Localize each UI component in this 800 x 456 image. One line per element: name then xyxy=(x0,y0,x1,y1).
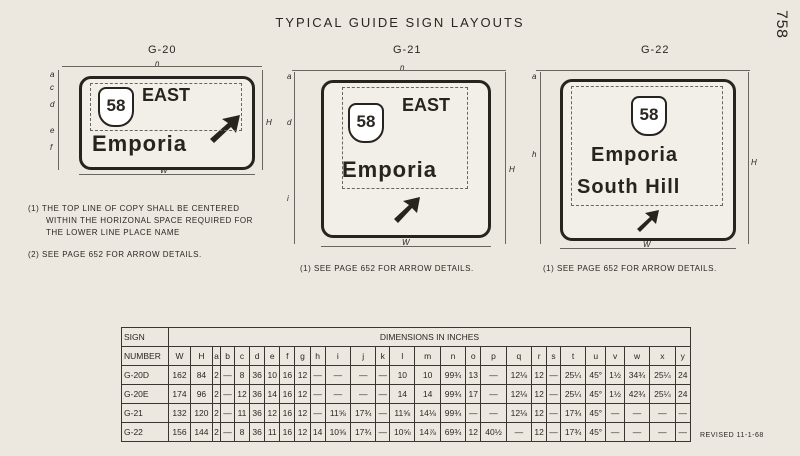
g22-dim-left xyxy=(540,72,541,244)
table-cell-sign: G-22 xyxy=(122,423,169,442)
g20-code: G-20 xyxy=(148,44,177,56)
table-cell: 8 xyxy=(234,423,249,442)
table-cell: 45° xyxy=(586,423,606,442)
g20-note-line-1: (1) THE TOP LINE OF COPY SHALL BE CENTERED xyxy=(28,204,240,213)
table-cell: — xyxy=(624,404,649,423)
g21-dim-w-label: W xyxy=(402,238,410,247)
table-cell: — xyxy=(221,366,235,385)
table-row xyxy=(122,366,691,385)
table-header-col: m xyxy=(415,347,440,366)
g21-note: (1) SEE PAGE 652 FOR ARROW DETAILS. xyxy=(300,264,474,273)
table-header-col: i xyxy=(325,347,350,366)
g21-place: Emporia xyxy=(342,157,438,182)
table-row xyxy=(122,404,691,423)
table-cell: 14⅛ xyxy=(415,404,440,423)
table-cell: 14 xyxy=(265,385,280,404)
table-header-col: W xyxy=(169,347,191,366)
g21-dim-n-label: n xyxy=(400,63,405,72)
table-cell: — xyxy=(221,385,235,404)
table-cell: 42¾ xyxy=(624,385,649,404)
g22-dim-H-label: H xyxy=(751,158,757,167)
table-cell: 45° xyxy=(586,404,606,423)
table-cell: 36 xyxy=(250,385,265,404)
g20-dim-right xyxy=(262,70,263,170)
table-header-col: c xyxy=(234,347,249,366)
table-cell: 36 xyxy=(250,423,265,442)
table-cell: — xyxy=(547,404,561,423)
g20-dim-n-label: n xyxy=(155,59,160,68)
table-cell: 84 xyxy=(190,366,212,385)
table-cell: 12 xyxy=(295,423,310,442)
g20-note-line-2: WITHIN THE HORIZONAL SPACE REQUIRED FOR xyxy=(46,216,253,225)
g20-dim-H-label: H xyxy=(266,118,272,127)
table-cell: 12 xyxy=(295,366,310,385)
g21-sign xyxy=(321,80,491,238)
table-cell: 132 xyxy=(169,404,191,423)
table-cell: 11 xyxy=(234,404,249,423)
table-cell: — xyxy=(606,404,625,423)
table-cell: 162 xyxy=(169,366,191,385)
table-row xyxy=(122,423,691,442)
g20-dim-f-label: f xyxy=(50,143,53,152)
table-cell: 45° xyxy=(586,366,606,385)
table-cell: 17¾ xyxy=(560,423,585,442)
table-cell: 8 xyxy=(234,366,249,385)
table-cell: — xyxy=(606,423,625,442)
table-cell: — xyxy=(351,366,376,385)
table-cell: 12⅛ xyxy=(506,385,531,404)
table-header-col: p xyxy=(481,347,506,366)
table-header-col: j xyxy=(351,347,376,366)
g20-note-line-3: THE LOWER LINE PLACE NAME xyxy=(46,228,180,237)
table-cell-sign: G-20E xyxy=(122,385,169,404)
g22-shield: 58 xyxy=(631,96,667,136)
table-cell: 10 xyxy=(390,366,415,385)
table-header-col: h xyxy=(310,347,325,366)
table-header-col: f xyxy=(280,347,295,366)
table-cell: — xyxy=(481,404,506,423)
table-cell: 25¼ xyxy=(560,385,585,404)
page-number: 758 xyxy=(772,9,790,39)
table-cell: 12 xyxy=(532,385,547,404)
table-cell: — xyxy=(675,404,690,423)
table-cell: — xyxy=(547,423,561,442)
table-cell: — xyxy=(376,423,390,442)
table-cell: 16 xyxy=(280,385,295,404)
g22-dim-h-label: h xyxy=(532,150,537,159)
table-header-col: s xyxy=(547,347,561,366)
table-cell: 11⅝ xyxy=(390,404,415,423)
g22-arrow-icon xyxy=(635,208,661,232)
table-header-col: q xyxy=(506,347,531,366)
table-cell: 25¼ xyxy=(650,385,675,404)
table-cell: 24 xyxy=(675,366,690,385)
table-cell: 16 xyxy=(280,404,295,423)
table-cell: 12⅛ xyxy=(506,404,531,423)
g20-direction: EAST xyxy=(142,85,191,105)
table-cell: 13 xyxy=(466,366,481,385)
table-header-col: u xyxy=(586,347,606,366)
table-cell: — xyxy=(547,366,561,385)
table-header-col: t xyxy=(560,347,585,366)
table-header-row-2 xyxy=(122,347,691,366)
table-header-col: H xyxy=(190,347,212,366)
table-cell: — xyxy=(310,404,325,423)
table-cell: 12 xyxy=(234,385,249,404)
table-cell: 40½ xyxy=(481,423,506,442)
table-header-group: DIMENSIONS IN INCHES xyxy=(169,328,691,347)
g21-dim-a-label: a xyxy=(287,72,292,81)
table-header-col: o xyxy=(466,347,481,366)
table-header-col: e xyxy=(265,347,280,366)
table-cell: 45° xyxy=(586,385,606,404)
table-cell: 17¾ xyxy=(351,404,376,423)
table-cell: — xyxy=(376,404,390,423)
g20-dim-w-label: W xyxy=(160,166,168,175)
table-cell: 14 xyxy=(415,385,440,404)
table-cell: 10⅝ xyxy=(390,423,415,442)
g22-note: (1) SEE PAGE 652 FOR ARROW DETAILS. xyxy=(543,264,717,273)
g21-dim-left xyxy=(294,72,295,244)
table-cell: 12 xyxy=(532,366,547,385)
table-cell: 1½ xyxy=(606,366,625,385)
table-cell: 14 xyxy=(390,385,415,404)
table-cell: — xyxy=(221,423,235,442)
g21-shield: 58 xyxy=(348,103,384,143)
table-cell: — xyxy=(376,385,390,404)
table-cell: — xyxy=(221,404,235,423)
table-cell: — xyxy=(310,366,325,385)
table-cell: 12⅛ xyxy=(506,366,531,385)
g20-dim-left xyxy=(58,70,59,170)
table-cell: 12 xyxy=(295,404,310,423)
dimensions-table xyxy=(121,327,691,442)
table-cell: — xyxy=(325,366,350,385)
g21-dim-d-label: d xyxy=(287,118,292,127)
table-cell: 10 xyxy=(265,366,280,385)
g20-sign xyxy=(79,76,255,170)
g20-dim-a-label: a xyxy=(50,70,55,79)
table-cell: — xyxy=(466,404,481,423)
g20-dim-e-label: e xyxy=(50,126,55,135)
table-cell: 16 xyxy=(280,366,295,385)
table-cell: 12 xyxy=(466,423,481,442)
table-cell: 99¾ xyxy=(440,366,465,385)
table-cell: — xyxy=(310,385,325,404)
table-cell: 2 xyxy=(212,385,220,404)
table-cell: 144 xyxy=(190,423,212,442)
g20-note-line-4: (2) SEE PAGE 652 FOR ARROW DETAILS. xyxy=(28,250,202,259)
table-header-col: k xyxy=(376,347,390,366)
table-cell: 10 xyxy=(415,366,440,385)
g20-dim-d-label: d xyxy=(50,100,55,109)
table-cell: 17¾ xyxy=(560,404,585,423)
table-cell: — xyxy=(351,385,376,404)
table-cell: 14⅞ xyxy=(415,423,440,442)
g21-direction: EAST xyxy=(402,95,451,115)
table-cell: — xyxy=(481,385,506,404)
g20-dim-top xyxy=(62,66,262,67)
table-cell: 17 xyxy=(466,385,481,404)
table-cell-sign: G-20D xyxy=(122,366,169,385)
table-header-col: a xyxy=(212,347,220,366)
g21-dim-top xyxy=(292,70,506,71)
g20-dim-c-label: c xyxy=(50,83,54,92)
g22-sign xyxy=(560,79,736,241)
table-cell: 11 xyxy=(265,423,280,442)
table-cell: 99¾ xyxy=(440,385,465,404)
g22-place-1: Emporia xyxy=(591,144,679,166)
table-header-col: r xyxy=(532,347,547,366)
g20-guide-box xyxy=(90,83,242,131)
table-header-col: g xyxy=(295,347,310,366)
table-cell: 10⅝ xyxy=(325,423,350,442)
table-cell: 1½ xyxy=(606,385,625,404)
table-cell: — xyxy=(650,423,675,442)
table-header-col: y xyxy=(675,347,690,366)
table-cell: — xyxy=(325,385,350,404)
g22-dim-top xyxy=(536,70,750,71)
table-cell-sign: G-21 xyxy=(122,404,169,423)
table-cell: — xyxy=(624,423,649,442)
g22-dim-a-label: a xyxy=(532,72,537,81)
g21-arrow-icon xyxy=(392,195,422,223)
table-cell: 16 xyxy=(280,423,295,442)
table-cell: 36 xyxy=(250,366,265,385)
table-cell: — xyxy=(376,366,390,385)
table-cell: 120 xyxy=(190,404,212,423)
table-cell: — xyxy=(650,404,675,423)
table-cell: 12 xyxy=(532,423,547,442)
table-cell: 12 xyxy=(265,404,280,423)
table-cell: 2 xyxy=(212,423,220,442)
table-cell: 2 xyxy=(212,366,220,385)
table-cell: 12 xyxy=(295,385,310,404)
table-header-col: l xyxy=(390,347,415,366)
table-row xyxy=(122,385,691,404)
g22-place-2: South Hill xyxy=(577,176,681,198)
table-cell: 34¾ xyxy=(624,366,649,385)
table-cell: 2 xyxy=(212,404,220,423)
table-cell: 96 xyxy=(190,385,212,404)
page-title: TYPICAL GUIDE SIGN LAYOUTS xyxy=(275,15,525,30)
table-cell: — xyxy=(547,385,561,404)
revised-date: REVISED 11-1-68 xyxy=(700,432,764,439)
table-cell: 99¾ xyxy=(440,404,465,423)
table-cell: — xyxy=(481,366,506,385)
table-header-row-1 xyxy=(122,328,691,347)
g20-place: Emporia xyxy=(92,131,188,156)
table-cell: 17¾ xyxy=(351,423,376,442)
table-cell: 25¼ xyxy=(560,366,585,385)
table-cell: 174 xyxy=(169,385,191,404)
table-cell: 14 xyxy=(310,423,325,442)
table-header-col: v xyxy=(606,347,625,366)
table-cell: — xyxy=(506,423,531,442)
table-cell: 24 xyxy=(675,385,690,404)
g21-dim-i-label: i xyxy=(287,194,289,203)
table-cell: 25¼ xyxy=(650,366,675,385)
table-cell: 12 xyxy=(532,404,547,423)
g20-notes xyxy=(28,203,258,261)
g21-code: G-21 xyxy=(393,44,422,56)
g21-dim-right xyxy=(505,72,506,244)
table-header-col: w xyxy=(624,347,649,366)
g22-dim-right xyxy=(748,72,749,244)
g22-code: G-22 xyxy=(641,44,670,56)
table-header-col: n xyxy=(440,347,465,366)
g22-dim-w-label: W xyxy=(643,240,651,249)
table-cell: 69¾ xyxy=(440,423,465,442)
table-header-col: x xyxy=(650,347,675,366)
g20-shield: 58 xyxy=(98,87,134,127)
table-cell: 156 xyxy=(169,423,191,442)
table-cell: — xyxy=(675,423,690,442)
table-cell: 36 xyxy=(250,404,265,423)
g21-dim-H-label: H xyxy=(509,165,515,174)
table-cell: 11⅝ xyxy=(325,404,350,423)
table-header-col: d xyxy=(250,347,265,366)
table-header-col: b xyxy=(221,347,235,366)
table-header-number: NUMBER xyxy=(122,347,169,366)
table-header-sign: SIGN xyxy=(122,328,169,347)
